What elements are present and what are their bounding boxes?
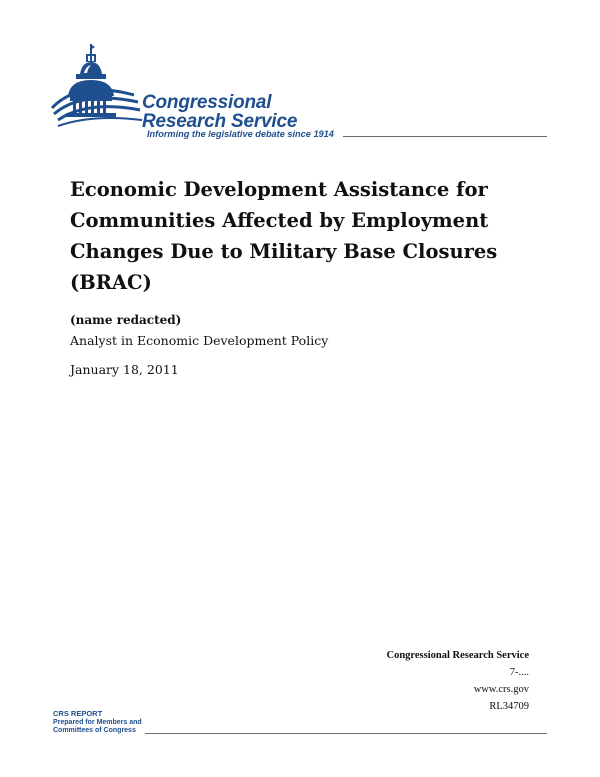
capitol-dome-icon [48,40,148,140]
info-report-number: RL34709 [489,701,529,712]
footer-divider [145,733,547,734]
logo-tagline: Informing the legislative debate since 1914 [147,129,334,139]
author-name: (name redacted) [70,313,182,327]
logo-name-line2: Research Service [142,111,298,132]
contact-info [386,647,529,715]
logo-wordmark [142,93,297,131]
footer-label [53,710,142,736]
report-title: Economic Development Assistance for Communities Affected by Employment Changes Due to Military Base Closures (BRAC) [70,178,498,294]
crs-logo [48,40,548,145]
footer-line3: Committees of Congress [53,727,136,734]
info-phone: 7-.... [509,667,529,678]
footer [53,710,547,740]
author-role: Analyst in Economic Development Policy [70,333,329,348]
logo-name-line1: Congressional [142,92,272,113]
footer-line1: CRS REPORT [53,709,103,718]
info-org: Congressional Research Service [386,650,529,661]
info-website: www.crs.gov [473,684,529,695]
footer-line2: Prepared for Members and [53,718,142,726]
logo-divider [343,136,547,137]
report-date: January 18, 2011 [70,362,179,377]
